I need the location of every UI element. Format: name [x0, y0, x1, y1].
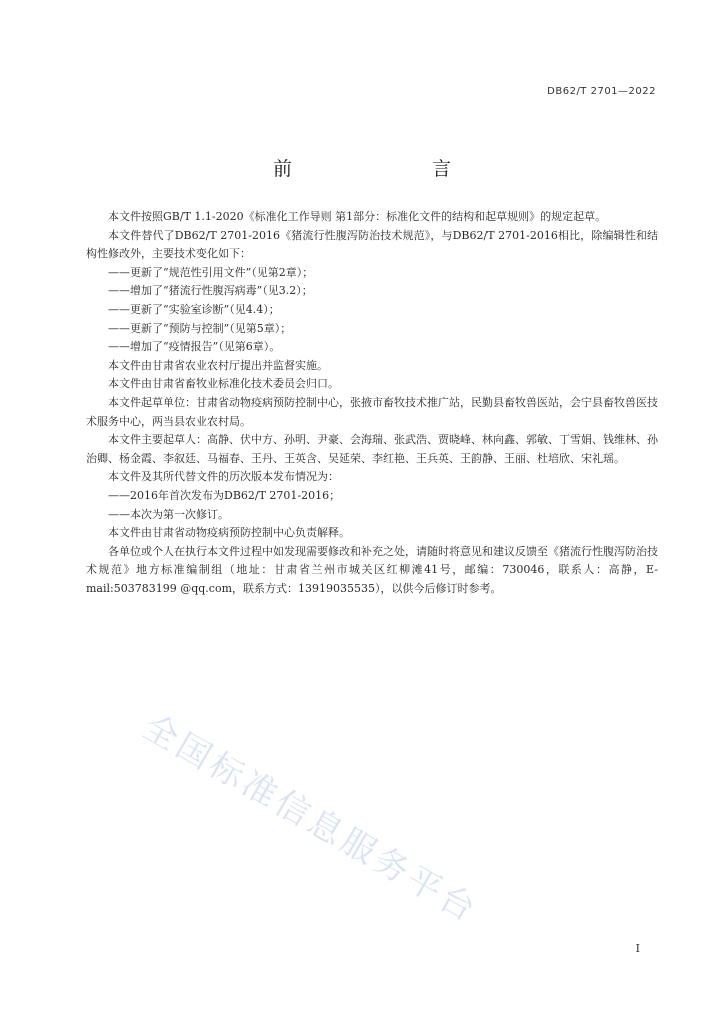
watermark: 全国标准信息服务平台	[136, 706, 486, 932]
paragraph-drafters: 本文件主要起草人：高静、伏中方、孙明、尹豪、会海瑞、张武浩、贾晓峰、林向鑫、郭敏、丁雪娟、钱维林、孙治卿、杨金霞、李叙廷、马福春、王丹、王英含、吴延荣、李红艳、王兵英、王韵静、王丽、杜培欣、宋礼瑶。	[86, 433, 658, 465]
page-number: I	[635, 942, 640, 955]
change-item-virus: ——增加了“猪流行性腹泻病毒”（见3.2）；	[108, 284, 313, 298]
paragraph-proposer: 本文件由甘肃省农业农村厅提出并监督实施。	[108, 358, 328, 372]
history-item-2016: ——2016年首次发布为DB62/T 2701-2016；	[108, 488, 341, 502]
change-item-prevention: ——更新了“预防与控制”（见第5章）；	[108, 321, 292, 335]
paragraph-replacement: 本文件替代了DB62/T 2701-2016《猪流行性腹泻防治技术规范》，与DB62/T 2701-2016相比，除编辑性和结构性修改外，主要技术变化如下：	[86, 228, 658, 261]
paragraph-version-history: 本文件及其所代替文件的历次版本发布情况为：	[108, 470, 339, 484]
standard-code: DB62/T 2701—2022	[547, 86, 656, 97]
history-item-revision: ——本次为第一次修订。	[108, 507, 229, 521]
page-title: 前 言	[272, 158, 485, 180]
paragraph-drafting-units: 本文件起草单位：甘肃省动物疫病预防控制中心，张掖市畜牧技术推广站，民勤县畜牧兽医站，会宁县畜牧兽医技术服务中心，两当县农业农村局。	[86, 395, 658, 428]
paragraph-drafting-rules: 本文件按照GB/T 1.1-2020《标准化工作导则 第1部分：标准化文件的结构和起草规则》的规定起草。	[108, 210, 607, 223]
paragraph-interpretation: 本文件由甘肃省动物疫病预防控制中心负责解释。	[108, 526, 350, 540]
paragraph-feedback: 各单位或个人在执行本文件过程中如发现需要修改和补充之处，请随时将意见和建议反馈至《猪流行性腹泻防治技术规范》地方标准编制组（地址：甘肃省兰州市城关区红柳滩41号，邮编：730046，联系人：高静，E-mail:503783199 @qq.com，联系方式：13919035535），以供今后修订时参考。	[86, 544, 658, 595]
paragraph-committee: 本文件由甘肃省畜牧业标准化技术委员会归口。	[108, 377, 339, 391]
change-item-lab-diagnosis: ——更新了“实验室诊断”（见4.4）；	[108, 302, 280, 316]
change-item-epidemic-report: ——增加了“疫情报告”（见第6章）。	[108, 340, 281, 354]
foreword-body	[86, 208, 658, 598]
change-item-references: ——更新了“规范性引用文件”（见第2章）；	[108, 265, 314, 279]
